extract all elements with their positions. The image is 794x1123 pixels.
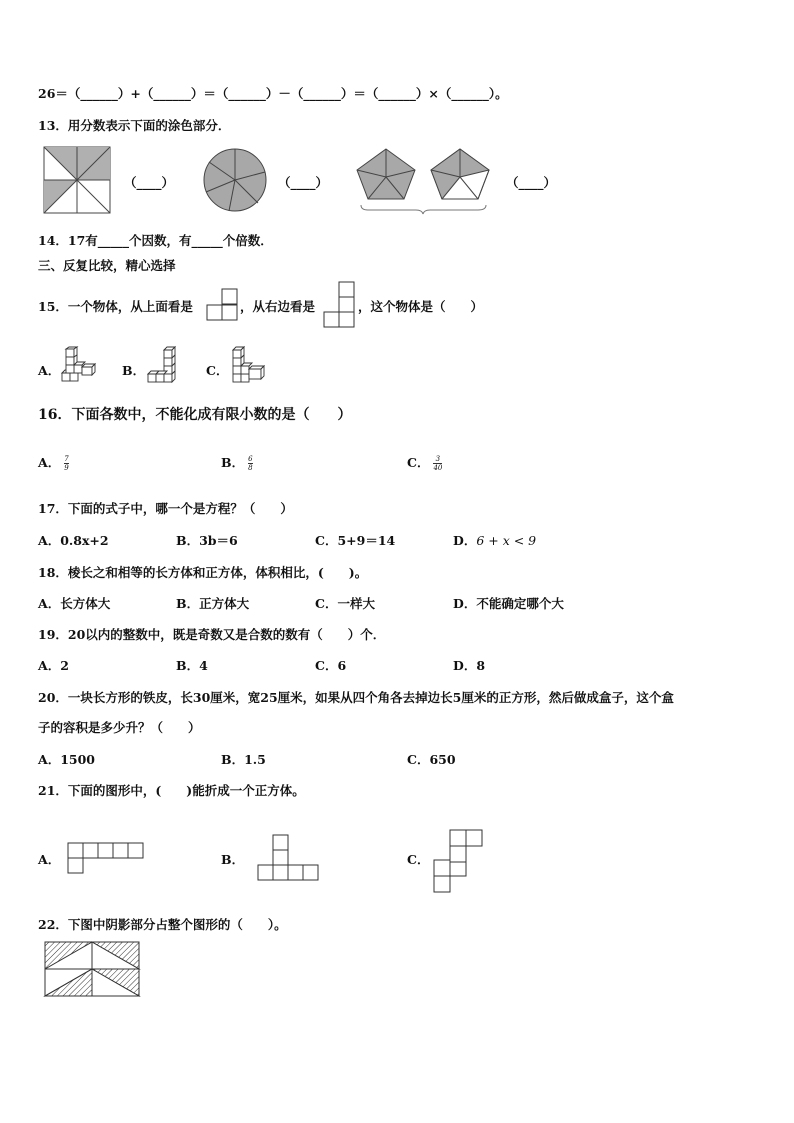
q19-option-c[interactable]: C．6	[315, 658, 347, 673]
q16-option-b-fraction	[248, 455, 252, 472]
q16-option-a-label: A．	[38, 455, 61, 470]
q16-option-c-num: 3	[435, 455, 441, 463]
q19-text: 19．20以内的整数中，既是奇数又是合数的数有（ ）个．	[38, 627, 386, 642]
q20-option-b[interactable]: B．1.5	[221, 752, 266, 767]
q15-top-view-icon	[206, 289, 238, 321]
q16-option-b-den: 8	[248, 464, 253, 472]
q17-option-b[interactable]: B．3b＝6	[176, 533, 238, 548]
q13-blank-1: （____）	[124, 175, 175, 190]
q15-text-c: ，这个物体是（ ）	[358, 299, 484, 314]
q16-option-c-label: C．	[407, 455, 430, 470]
q16-option-c-fraction	[433, 455, 442, 472]
q20-line-2: 子的容积是多少升？（ ）	[38, 720, 201, 735]
q16-option-a-fraction	[64, 455, 68, 472]
q18-option-a[interactable]: A．长方体大	[38, 596, 111, 611]
q21-net-b-icon	[257, 834, 321, 882]
q15-cube-stack-b-icon	[146, 347, 182, 387]
q15-option-b[interactable]: B．	[122, 363, 146, 378]
q13-circle-figure	[203, 148, 267, 212]
q16-option-c-den: 40	[433, 464, 443, 472]
q13-blank-3: （____）	[506, 175, 557, 190]
q16-option-b-num: 6	[248, 455, 253, 463]
q21-option-a[interactable]: A．	[38, 852, 61, 867]
q15-option-a[interactable]: A．	[38, 363, 61, 378]
q13-square-figure	[44, 147, 110, 213]
q15-text-b: ，从右边看是	[240, 299, 316, 314]
q21-option-c[interactable]: C．	[407, 852, 430, 867]
q20-option-c[interactable]: C．650	[407, 752, 456, 767]
q17-option-c[interactable]: C．5+9＝14	[315, 533, 396, 548]
q22-text: 22．下图中阴影部分占整个图形的（ ）。	[38, 917, 287, 932]
q21-net-c-icon	[433, 829, 483, 893]
q16-option-b-label: B．	[221, 455, 245, 470]
q18-text: 18．棱长之和相等的长方体和正方体，体积相比，( )。	[38, 565, 368, 580]
q17-option-a[interactable]: A．0.8x+2	[38, 533, 109, 548]
q15-option-c[interactable]: C．	[206, 363, 229, 378]
q18-option-c[interactable]: C．一样大	[315, 596, 375, 611]
q16-option-c[interactable]	[407, 453, 442, 472]
q16-option-b[interactable]	[221, 453, 253, 472]
q15-text-a: 15．一个物体，从上面看是	[38, 299, 193, 314]
q17-option-d-label: D．	[453, 533, 477, 548]
q21-option-b[interactable]: B．	[221, 852, 245, 867]
q13-pentagons-figure	[356, 147, 491, 215]
q17-option-d[interactable]	[453, 531, 536, 549]
q13-text: 13．用分数表示下面的涂色部分．	[38, 118, 231, 133]
q16-option-a-num: 7	[64, 455, 69, 463]
q17-text: 17．下面的式子中，哪一个是方程？（ ）	[38, 501, 293, 516]
q21-net-a-icon	[67, 842, 145, 874]
q21-text: 21．下面的图形中，( )能折成一个正方体。	[38, 783, 305, 798]
q16-option-a[interactable]	[38, 453, 69, 472]
q16-text: 16．下面各数中，不能化成有限小数的是（ ）	[38, 407, 352, 423]
q15-right-view-icon	[323, 281, 355, 329]
q15-cube-stack-a-icon	[60, 347, 96, 387]
q22-hatched-figure	[44, 941, 140, 997]
q19-option-d[interactable]: D．8	[453, 658, 486, 673]
q12-equation: 26＝（______）+（______）＝（______）－（______）＝（______）×（______）。	[38, 86, 508, 101]
section-3-title: 三、反复比较，精心选择	[38, 258, 176, 273]
q14-text: 14．17有_____个因数，有_____个倍数．	[38, 233, 273, 248]
q13-blank-2: （____）	[278, 175, 329, 190]
q20-line-1: 20．一块长方形的铁皮，长30厘米，宽25厘米，如果从四个角各去掉边长5厘米的正方形，然后做成盒子，这个盒	[38, 690, 674, 705]
q20-option-a[interactable]: A．1500	[38, 752, 95, 767]
q18-option-b[interactable]: B．正方体大	[176, 596, 250, 611]
q17-option-d-math: 6 + x < 9	[476, 533, 537, 548]
q15-cube-stack-c-icon	[229, 347, 267, 387]
q16-option-a-den: 9	[64, 464, 69, 472]
q19-option-b[interactable]: B．4	[176, 658, 208, 673]
q18-option-d[interactable]: D．不能确定哪个大	[453, 596, 564, 611]
q19-option-a[interactable]: A．2	[38, 658, 69, 673]
